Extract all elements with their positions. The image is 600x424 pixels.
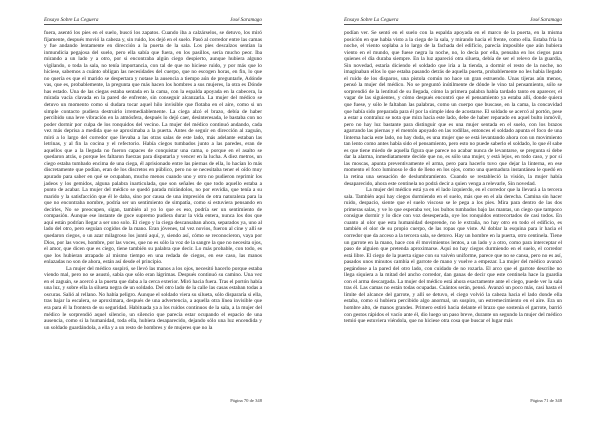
- header-book-title: Ensayo Sobre La Ceguera: [44, 17, 99, 23]
- running-header: [44, 17, 262, 25]
- header-author: José Saramago: [530, 17, 562, 23]
- paragraph: La mujer del médico suspiró, se llevó las manos a los ojos, necesitó hacerlo porque estaba viendo mal, pero no se asustó, sabía que sólo eran lágrimas. Después continuó su camino. Una vez en el zaguán, se acercó a la puerta que daba a la cerca exterior. Miró hacia fuera. Tras el portón había una luz, y sobre ella la silueta negra de un soldado. Del otro lado de la calle las casas estaban todas a oscuras. Salió al rellano. No había peligro. Aunque el soldado viera su silueta, sólo dispararía si ella, tras bajar la escalera, se aproximara, después de una advertencia, a aquella otra línea invisible que era para él la frontera de su seguridad. Habituada ya a los ruidos continuos de la sala, a la mujer del médico le sorprendió aquel silencio, un silencio que parecía estar ocupando el espacio de una ausencia, como si la humanidad, toda ella, hubiera desaparecido, dejando sólo una luz encendida y un soldado guardándola, a ella y a un resto de hombres y de mujeres que no la: [44, 265, 262, 331]
- paragraph: podían ver. Se sentó en el suelo con la espalda apoyada en el marco de la puerta, en la misma posición en que había visto a la ciega de la sala, y mirando hacia el frente, como ella. Estaba fría la noche, el viento soplaba a lo largo de la fachada del edificio, parecía imposible que aún hubiera viento en el mundo, que fuese negra la noche, no, lo decía por ella, pensaba en los ciegos para quienes el día duraba siempre. En la luz apareció otra silueta, debía de ser el relevo de la guardia, Sin novedad, estaría diciendo el soldado que iría a la tienda, a dormir el resto de la noche, no imaginaban ellos lo que estaba pasando detrás de aquella puerta, probablemente no les había llegado el ruido de los disparos, una pistola común no hace un gran estruendo. Unas tijeras aún menos, pensó la mujer del médico. No se preguntó inútilmente de dónde le vino tal pensamiento, sólo se sorprendió de la lentitud de su llegada, cómo la primera palabra había tardado tanto en aparecer, el vagar de las siguientes, y cómo después encontró que el pensamiento ya estaba allí, donde quiera que fuese, y sólo le faltaban las palabras, como un cuerpo que buscase, en la cama, la concavidad que había sido preparada para él por la simple idea de acostarse. El soldado se acercó al portón, pese a estar a contraluz se nota que mira hacia este lado, debe de haber reparado en aquel bulto inmóvil, pero no hay luz bastante para distinguir que es una mujer sentada en el suelo, con los brazos agarrando las piernas y el mentón apoyado en las rodillas, entonces el soldado apunta el foco de una linterna hacia este lado, no hay duda, es una mujer que se está levantando ahora con un movimiento tan lento como antes había sido el pensamiento, pero esto no puede saberlo el soldado, lo que él sabe es que tiene miedo de aquella figura que parece no acabar nunca de levantarse, se pregunta si debe dar la alarma, inmediatamente decide que no, es sólo una mujer, y está lejos, en todo caso, y por si las moscas, apunta preventivamente el arma, pero para hacerlo tuvo que dejar la linterna, en ese momento el foco luminoso le dio de lleno en los ojos, como una quemadura instantánea le quedó en la retina una sensación de deslumbramiento. Cuando se restableció la visión, la mujer había desaparecido, ahora este centinela no podrá decir a quien venga a relevarle, Sin novedad.: [344, 30, 562, 187]
- paragraph: fuera, asentó los pies en el suelo, buscó los zapatos. Cuando iba a calzárselos, se detuvo, los miró fijamente, después movió la cabeza y, sin ruido, los dejó en el suelo. Pasó al corredor entre las camas y fue andando lentamente en dirección a la puerta de la sala. Los pies descalzos sentían la inmundicia pegajosa del suelo, pero ella sabía que fuera, en los pasillos, sería mucho peor. Iba mirando a un lado y a otro, por si encontraba algún ciego despierto, aunque hubiera alguno vigilando, o toda la sala, no tenía importancia, con tal de que no hiciese ruido, y por más que lo hiciese, sabemos a cuánto obligan las necesidades del cuerpo, que no escogen horas, en fin, lo que no quería es que el marido se despertara y notase la ausencia a tiempo aún de preguntarle, Adónde vas, que es, probablemente, la pregunta que más hacen los hombres a sus mujeres, la otra es Dónde has estado. Una de las ciegas estaba sentada en la cama, con la espalda apoyada en la cabecera, la mirada vacía clavada en la pared de enfrente, sin conseguir alcanzarla. La mujer del médico se detuvo un momento como si dudara tocar aquel hilo invisible que flotaba en el aire, como si un simple contacto pudiera destruirlo irremediablemente. La ciega alzó el brazo, debía de haber percibido una leve vibración en la atmósfera, después lo dejó caer, desinteresada, le bastaba con no poder dormir por culpa de los ronquidos del vecino. La mujer del médico continuó andando, cada vez más deprisa a medida que se aproximaba a la puerta. Antes de seguir en dirección al zaguán, miró a lo largo del corredor que llevaba a las otras salas de este lado, más adelante estaban las letrinas, y al fin la cocina y el refectorio. Había ciegos tumbados junto a las paredes, eran de aquellos que a la llegada no fueron capaces de conquistar una cama, o porque en el asalto se quedaron atrás, o porque les faltaron fuerzas para disputarla y vencer en la lucha. A diez metros, un ciego estaba tumbado encima de una ciega, él aprisionado entre las piernas de ella, lo hacían lo más discretamente que podían, eran de los discretos en público, pero no se necesitaba tener el oído muy apurado para saber en qué se ocupaban, mucho menos cuando uno y otro no pudieron reprimir los jadeos y los gemidos, alguna palabra inarticulada, que son señales de que todo aquello estaba a punto de acabar. La mujer del médico se quedó parada mirándolos, no por envidia, que tenía a su marido y la satisfacción que él le daba, sino por causa de una impresión de otra naturaleza para la que no encontraba nombre, podría ser un sentimiento de simpatía, como si estuviera pensando en decirles, No se preocupen, sigan, también al yo lo que es eso, podría ser un sentimiento de compasión. Aunque ese instante de goce supremo pudiera durar la vida entera, nunca los dos que aquí están podrían llegar a ser uno solo. El ciego y la ciega descansaban ahora, separados ya, uno al lado del otro, pero seguían cogidos de la mano. Eran jóvenes, tal vez novios, fueron al cine y allí se quedaron ciegos, o un azar milagroso los juntó aquí, y, siendo así, cómo se reconocieron, vaya por Dios, por las voces, hombre, por las voces, que no es sólo la voz de la sangre la que no necesita ojos, el amor, que dicen que es ciego, tiene también su palabra que decir. Lo más probable, con todo, es que los hubieran atrapado al mismo tiempo en una redada de ciegos, en ese caso, las manos enlazadas no son de ahora, están así desde el principio.: [44, 30, 262, 266]
- page-body: [44, 30, 262, 331]
- page-body: [344, 30, 562, 325]
- page-right: [300, 0, 600, 424]
- page-number: Página 70 de 348: [230, 398, 262, 403]
- paragraph: La mujer del médico está ya en el lado izquierdo, en el corredor que la llevará a la tercera sala. También aquí hay ciegos durmiendo en el suelo, más que en el ala derecha. Camina sin hacer ruido, despacio, siente que el suelo viscoso se le pega a los pies. Mira para dentro de las dos primeras salas, y ve lo que esperaba ver, los bultos tumbados bajo las mantas, un ciego que tampoco consigue dormir y lo dice con voz desesperada, oye los ronquidos entrecortados de casi todos. En cuanto al olor que esta humanidad desprende, no le extraña, no hay otro en todo el edificio, es también el olor de su propio cuerpo, de las ropas que viste. Al doblar la esquina para ir hacia el corredor que da acceso a la tercera sala, se detuvo. Hay un hombre en la puerta, otro centinela. Tiene un garrote en la mano, hace con él movimientos lentos, a un lado y a otro, como para interceptar el paso de alguien que pretenda aproximarse. Aquí no hay ciegos durmiendo en el suelo, el corredor está libre. El ciego de la puerta sigue con su vaivén uniforme, parece que no se cansa, pero no es así, pasados unos minutos cambia el garrote de mano y vuelve a empezar. La mujer del médico avanzó pegándose a la pared del otro lado, con cuidado de no rozarla. El arco que el garrote describe no llega siquiera a la mitad del ancho corredor, dan ganas de decir que este centinela hace la guardia con el arma descargada. La mujer del médico está ahora exactamente ante el ciego, puede ver la sala tras él. Las camas no están todas ocupadas. Cuántos serán, pensó. Avanzó un poco más, casi hasta el límite del alcance del garrote, y allí se detuvo, el ciego volvió la cabeza hacia el lado donde ella estaba, como si hubiera percibido algo anormal, un suspiro, un estremecimiento en el aire. Era un hombre alto, de manos grandes. Primero estiró hacia delante el brazo que sostenía el garrote, barrió con gestos rápidos el vacío ante él, dio luego un paso breve, durante un segundo la mujer del médico temió que estuviera viéndola, que no hiciese otra cosa que buscar el lugar más: [344, 187, 562, 325]
- running-header: [344, 17, 562, 25]
- page-number: Página 71 de 348: [530, 398, 562, 403]
- header-book-title: Ensayo Sobre La Ceguera: [344, 17, 399, 23]
- header-author: José Saramago: [230, 17, 262, 23]
